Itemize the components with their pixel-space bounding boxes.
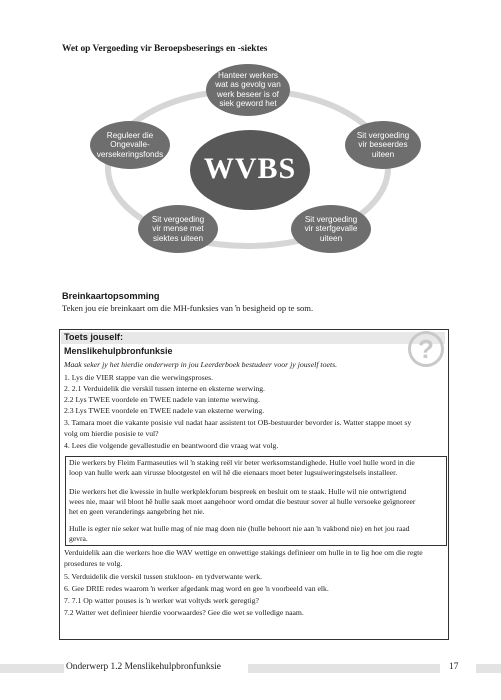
question-line: 6. Gee DRIE redes waarom ŉ werker afgedank mag word en gee ŉ voorbeeld van elk. — [64, 584, 329, 593]
case-study-line: het en geen veranderings aangebring het nie. — [69, 507, 205, 516]
section-heading: Breinkaartopsomming — [62, 291, 160, 301]
question-line: 5. Verduidelik die verskil tussen stukloon- en tydverwante werk. — [64, 572, 262, 581]
case-study-line: Die werkers by Fleim Farmaseuties wil ŉ staking reël vir beter werksomstandighede. Hulle voel hulle word in die — [69, 458, 415, 467]
question-line: 3. Tamara moet die vakante posisie vul nadat haar assistent tot OB-bestuurder bevorder is. Watter stappe moet sy — [64, 418, 412, 427]
question-line: 1. Lys die VIER stappe van die werwingsproses. — [64, 373, 214, 382]
question-mark-icon: ? — [408, 331, 444, 367]
question-line: Verduidelik aan die werkers hoe die WAV wettige en onwettige stakings definieer om hulle in te lig hoe om die regte — [64, 548, 423, 557]
diagram-title: Wet op Vergoeding vir Beroepsbeserings en -siektes — [62, 44, 268, 54]
node-label-top: Hanteer werkers wat as gevolg van werk beseer is of siek geword het — [215, 71, 281, 109]
center-label: WVBS — [203, 152, 297, 185]
question-line: volg om hierdie posisie te vul? — [64, 429, 159, 438]
case-study-line: gevra. — [69, 534, 88, 543]
section-text: Teken jou eie breinkaart om die MH-funksies van ŉ besigheid op te som. — [62, 303, 314, 313]
case-study-line: wees nie, maar wil bloot hê hulle saak moet aangehoor word omdat die bestuur sover al hulle versoeke geïgnoreer — [69, 497, 416, 506]
footer-bar — [476, 664, 501, 673]
footer-text: Onderwerp 1.2 Menslikehulpbronfunksie — [66, 662, 221, 672]
node-label-left: Reguleer die Ongevalle- versekeringsfonds — [96, 131, 164, 159]
case-study-line: loop van hulle werk aan virusse blootgestel en wil hê die eienaars moet beter lugsuiweringstelsels installeer. — [69, 468, 398, 477]
node-label-bottom-left: Sit vergoeding vir mense met siektes uiteen — [151, 215, 205, 243]
toets-subtitle: Menslikehulpbronfunksie — [64, 346, 173, 356]
mind-map-diagram — [0, 0, 501, 290]
footer-bar — [0, 664, 64, 673]
footer-bar — [248, 664, 440, 673]
question-line: 4. Lees die volgende gevallestudie en beantwoord die vraag wat volg. — [64, 441, 279, 450]
toets-intro: Maak seker jy het hierdie onderwerp in jou Leerderboek bestudeer voor jy jouself toets. — [64, 360, 338, 369]
page-number: 17 — [449, 662, 459, 672]
toets-title: Toets jouself: — [64, 332, 124, 342]
case-study-line: Hulle is egter nie seker wat hulle mag of nie mag doen nie (hulle behoort nie aan ŉ vakbond nie) en het jou raad — [69, 524, 410, 533]
node-label-bottom-right: Sit vergoeding vir sterfgevalle uiteen — [304, 215, 358, 243]
question-line: prosedures te volg. — [64, 559, 123, 568]
question-line: 7. 7.1 Op watter pouses is ŉ werker wat voltyds werk geregtig? — [64, 596, 259, 605]
case-study-line: Die werkers het die kwessie in hulle werkplekforum bespreek en besluit om te staak. Hulle wil nie ontwrigtend — [69, 487, 407, 496]
node-label-right: Sit vergoeding vir beseerdes uiteen — [356, 131, 410, 159]
question-line: 2.2 Lys TWEE voordele en TWEE nadele van interne werwing. — [64, 395, 260, 404]
question-line: 2. 2.1 Verduidelik die verskil tussen interne en eksterne werwing. — [64, 384, 265, 393]
question-line: 7.2 Watter wet definieer hierdie voorwaardes? Gee die wet se volledige naam. — [64, 608, 304, 617]
question-line: 2.3 Lys TWEE voordele en TWEE nadele van eksterne werwing. — [64, 406, 265, 415]
